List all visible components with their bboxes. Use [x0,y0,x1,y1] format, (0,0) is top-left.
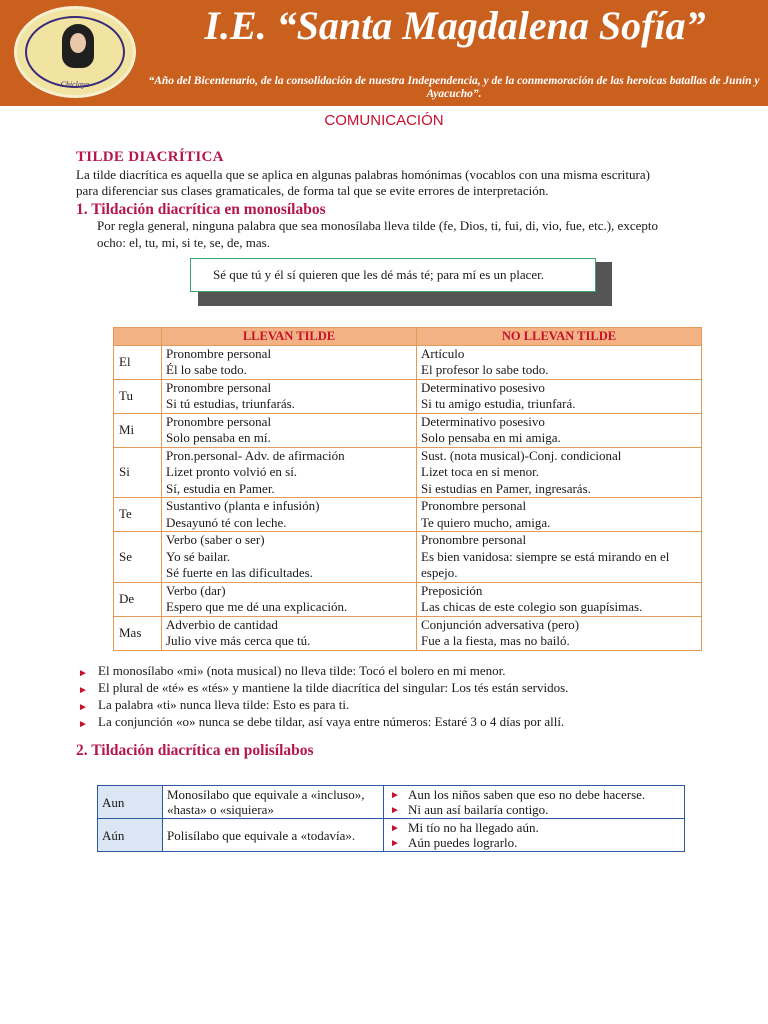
section-title: TILDE DIACRÍTICA [76,149,224,165]
row-word: Aún [98,819,163,852]
table-row [114,616,702,650]
intro-line-1: La tilde diacrítica es aquella que se aplica en algunas palabras homónimas (vocablos con una misma escritura) [76,167,650,182]
list-item: ► La conjunción «o» nunca se debe tildar, así vaya entre números: Estaré 3 o 4 días por allí. [78,713,568,730]
row-word: De [114,582,162,616]
notes-list [78,662,568,730]
row-definition: Polisílabo que equivale a «todavía». [163,819,384,852]
arrow-bullet-icon: ► [390,823,400,834]
table-row [98,819,685,852]
table-header-no-llevan: NO LLEVAN TILDE [417,328,702,346]
subsection-1-title: 1. Tildación diacrítica en monosílabos [76,201,326,218]
sub1-line-2: ocho: el, tu, mi, si te, se, de, mas. [97,235,270,250]
table-row [114,498,702,532]
cell-no-llevan-tilde: Preposición Las chicas de este colegio son guapísimas. [417,582,702,616]
school-seal-logo [14,6,136,98]
cell-no-llevan-tilde: Determinativo posesivo Solo pensaba en mi amiga. [417,413,702,447]
cell-llevan-tilde: Pronombre personal Solo pensaba en mí. [162,413,417,447]
header-banner [0,0,768,106]
arrow-bullet-icon: ► [78,668,88,679]
seal-text: Chiclayo [60,80,90,89]
row-word: Se [114,532,162,583]
cell-llevan-tilde: Sustantivo (planta e infusión) Desayunó té con leche. [162,498,417,532]
motto: “Año del Bicentenario, de la consolidación de nuestra Independencia, y de la conmemoración de las heroicas batallas de Junín y Ayacucho”. [148,75,760,100]
row-word: Te [114,498,162,532]
row-word: Si [114,447,162,498]
arrow-bullet-icon: ► [78,685,88,696]
arrow-bullet-icon: ► [390,790,400,801]
list-item: ► El plural de «té» es «tés» y mantiene la tilde diacrítica del singular: Los tés están servidos. [78,679,568,696]
arrow-bullet-icon: ► [390,838,400,849]
table-row [114,582,702,616]
example-sentence: Sé que tú y él sí quieren que les dé más té; para mí es un placer. [190,258,596,292]
table-header-empty [114,328,162,346]
table-row [114,379,702,413]
subject-title: COMUNICACIÓN [324,112,444,129]
cell-llevan-tilde: Pronombre personal Él lo sabe todo. [162,345,417,379]
row-definition: Monosílabo que equivale a «incluso», «hasta» o «siquiera» [163,786,384,819]
table-row [114,532,702,583]
school-title: I.E. “Santa Magdalena Sofía” [204,3,706,48]
cell-llevan-tilde: Pron.personal- Adv. de afirmación Lizet pronto volvió en sí. Sí, estudia en Pamer. [162,447,417,498]
cell-no-llevan-tilde: Pronombre personal Es bien vanidosa: siempre se está mirando en el espejo. [417,532,702,583]
cell-llevan-tilde: Verbo (saber o ser) Yo sé bailar. Sé fuerte en las dificultades. [162,532,417,583]
cell-llevan-tilde: Verbo (dar) Espero que me dé una explicación. [162,582,417,616]
cell-no-llevan-tilde: Determinativo posesivo Si tu amigo estudia, triunfará. [417,379,702,413]
arrow-bullet-icon: ► [78,719,88,730]
polysyllable-table [97,785,685,852]
table-row [114,345,702,379]
row-word: Aun [98,786,163,819]
arrow-bullet-icon: ► [78,702,88,713]
cell-no-llevan-tilde: Conjunción adversativa (pero) Fue a la fiesta, mas no bailó. [417,616,702,650]
cell-no-llevan-tilde: Sust. (nota musical)-Conj. condicional Lizet toca en si menor. Si estudias en Pamer, ingresarás. [417,447,702,498]
table-row [98,786,685,819]
row-word: Mas [114,616,162,650]
monosyllable-table [113,327,702,651]
table-header-row [114,328,702,346]
list-item: ► La palabra «ti» nunca lleva tilde: Esto es para ti. [78,696,568,713]
row-word: Mi [114,413,162,447]
sub1-line-1: Por regla general, ninguna palabra que sea monosílaba lleva tilde (fe, Dios, ti, fui, di, vio, fue, etc.), excepto [97,218,658,233]
cell-llevan-tilde: Pronombre personal Si tú estudias, triunfarás. [162,379,417,413]
cell-no-llevan-tilde: Pronombre personal Te quiero mucho, amiga. [417,498,702,532]
row-examples: ► Mi tío no ha llegado aún. ► Aún puedes lograrlo. [384,819,685,852]
row-word: Tu [114,379,162,413]
row-word: El [114,345,162,379]
table-header-llevan: LLEVAN TILDE [162,328,417,346]
cell-llevan-tilde: Adverbio de cantidad Julio vive más cerca que tú. [162,616,417,650]
list-item: ► El monosílabo «mi» (nota musical) no lleva tilde: Tocó el bolero en mi menor. [78,662,568,679]
cell-no-llevan-tilde: Artículo El profesor lo sabe todo. [417,345,702,379]
row-examples: ► Aun los niños saben que eso no debe hacerse. ► Ni aun así bailaría contigo. [384,786,685,819]
arrow-bullet-icon: ► [390,805,400,816]
subsection-2-title: 2. Tildación diacrítica en polisílabos [76,742,314,759]
table-row [114,413,702,447]
intro-line-2: para diferenciar sus clases gramaticales, de forma tal que se evite errores de interpretación. [76,183,549,198]
table-row [114,447,702,498]
